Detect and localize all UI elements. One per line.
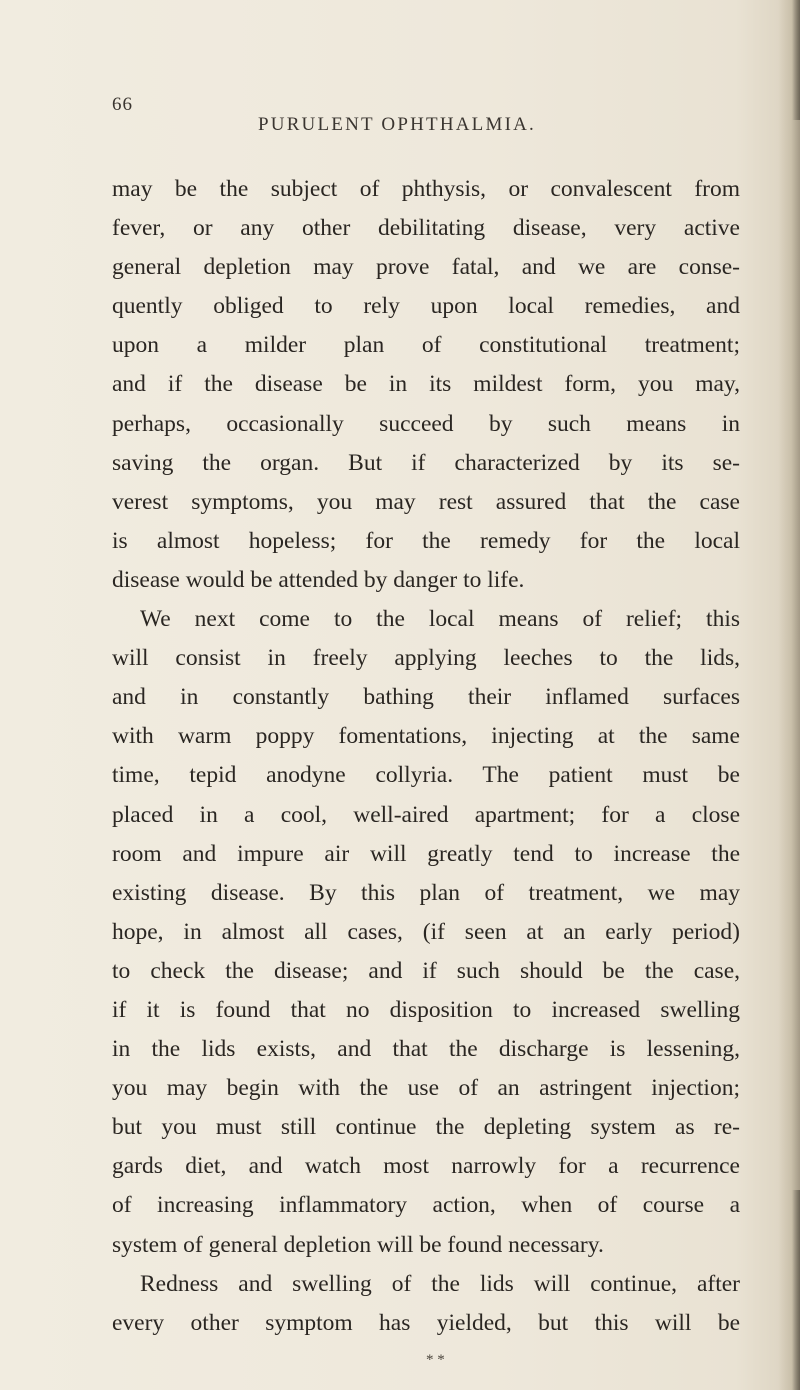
text-line: room and impure air will greatly tend to increase the (112, 840, 740, 867)
text-line: gards diet, and watch most narrowly for a recurrence (112, 1153, 740, 1180)
text-line: We next come to the local means of relief; this (140, 606, 740, 633)
page-edge-dark-top (792, 0, 800, 120)
text-line: hope, in almost all cases, (if seen at an early period) (112, 918, 740, 945)
text-line: you may begin with the use of an astringent injection; (112, 1075, 740, 1102)
text-line: quently obliged to rely upon local remedies, and (112, 293, 740, 320)
text-line: upon a milder plan of constitutional treatment; (112, 332, 740, 359)
text-line: disease would be attended by danger to life. (112, 566, 525, 593)
page-number: 66 (112, 94, 133, 115)
text-line: general depletion may prove fatal, and we are conse- (112, 254, 740, 281)
text-line: perhaps, occasionally succeed by such means in (112, 410, 740, 437)
text-line: is almost hopeless; for the remedy for the local (112, 527, 740, 554)
text-line: Redness and swelling of the lids will continue, after (140, 1270, 740, 1297)
text-line: verest symptoms, you may rest assured that the case (112, 488, 740, 515)
text-line: placed in a cool, well-aired apartment; for a close (112, 801, 740, 828)
text-line: but you must still continue the depleting system as re- (112, 1114, 740, 1141)
text-line: existing disease. By this plan of treatment, we may (112, 879, 740, 906)
body-text (112, 170, 740, 1343)
text-line: saving the organ. But if characterized by its se- (112, 449, 740, 476)
text-line: to check the disease; and if such should be the case, (112, 957, 740, 984)
text-line: fever, or any other debilitating disease, very active (112, 215, 740, 242)
text-line: system of general depletion will be found necessary. (112, 1231, 604, 1258)
text-line: and in constantly bathing their inflamed surfaces (112, 684, 740, 711)
text-line: will consist in freely applying leeches to the lids, (112, 645, 740, 672)
page-edge-shadow (778, 0, 800, 1390)
page-edge-dark-bottom (792, 1190, 800, 1390)
text-line: may be the subject of phthysis, or convalescent from (112, 176, 740, 202)
text-line: of increasing inflammatory action, when of course a (112, 1192, 740, 1219)
text-line: time, tepid anodyne collyria. The patient must be (112, 762, 740, 789)
text-line: and if the disease be in its mildest form, you may, (112, 371, 740, 398)
running-head-title: PURULENT OPHTHALMIA. (258, 114, 536, 135)
text-line: if it is found that no disposition to increased swelling (112, 996, 740, 1023)
text-line: every other symptom has yielded, but this will be (112, 1309, 740, 1336)
text-line: in the lids exists, and that the discharge is lessening, (112, 1036, 740, 1063)
signature-mark: * * (426, 1352, 445, 1368)
text-line: with warm poppy fomentations, injecting at the same (112, 723, 740, 750)
